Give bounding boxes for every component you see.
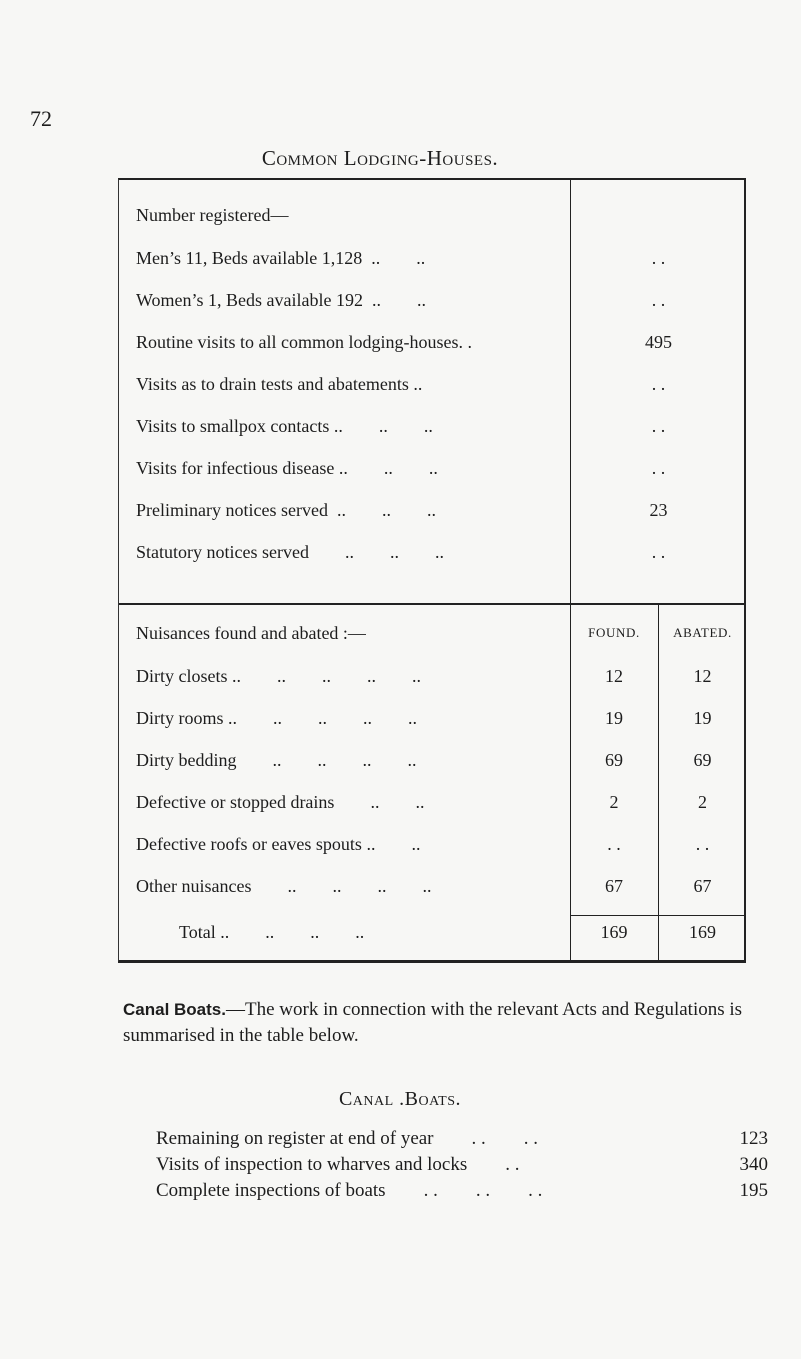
abated-value: . . — [695, 834, 710, 854]
found-value: 2 — [609, 792, 619, 812]
canal-row-value: 340 — [739, 1154, 768, 1175]
column-header-abated: ABATED. — [673, 625, 732, 640]
row-label: Women’s 1, Beds available 192 .. .. — [136, 290, 427, 310]
table-row — [119, 248, 744, 278]
section-divider — [119, 603, 744, 605]
list-item — [156, 1128, 768, 1152]
page-number: 72 — [30, 106, 52, 131]
found-value: 67 — [605, 876, 623, 896]
canal-boats-heading: Canal .Boats. — [338, 1088, 462, 1110]
found-value: 12 — [605, 666, 623, 686]
row-label: Statutory notices served .. .. .. — [136, 542, 444, 562]
table-row — [119, 290, 744, 320]
abated-value: 67 — [693, 876, 712, 896]
row-value: 495 — [645, 332, 672, 352]
found-value: . . — [607, 834, 621, 854]
table-row — [119, 834, 744, 864]
total-rule — [570, 915, 744, 916]
abated-value: 69 — [693, 750, 712, 770]
row-label: Visits as to drain tests and abatements .. — [136, 374, 423, 394]
canal-boats-text: —The work in connection with the relevant Acts and Regulations is summarised in the table below. — [123, 999, 743, 1046]
column-divider-abated — [658, 604, 659, 961]
page-title: Common Lodging-Houses. — [261, 146, 499, 170]
total-label: Total .. .. .. .. — [179, 922, 365, 942]
table-row — [119, 374, 744, 404]
table-row — [119, 416, 744, 446]
total-found-value: 169 — [600, 922, 628, 942]
canal-row-label: Visits of inspection to wharves and locks . . — [156, 1154, 520, 1175]
lodging-houses-table — [118, 178, 746, 963]
total-row — [119, 922, 744, 952]
table-row — [119, 750, 744, 780]
registered-heading-row — [119, 205, 744, 235]
row-value: . . — [651, 542, 666, 562]
row-label: Dirty rooms .. .. .. .. .. — [136, 708, 417, 728]
row-value: . . — [651, 248, 666, 268]
list-item — [156, 1180, 768, 1204]
row-value: 23 — [649, 500, 668, 520]
found-value: 69 — [605, 750, 623, 770]
table-row — [119, 542, 744, 572]
canal-boats-lead: Canal Boats. — [123, 1000, 226, 1019]
canal-row-value: 123 — [739, 1128, 768, 1149]
column-divider-found — [570, 604, 571, 961]
abated-value: 12 — [693, 666, 712, 686]
row-value: . . — [651, 290, 666, 310]
nuisances-heading: Nuisances found and abated :— — [136, 623, 366, 643]
column-header-found: FOUND. — [588, 625, 640, 640]
registered-heading: Number registered— — [136, 205, 289, 225]
row-label: Dirty closets .. .. .. .. .. — [136, 666, 421, 686]
found-value: 19 — [605, 708, 623, 728]
table-row — [119, 458, 744, 488]
row-label: Defective roofs or eaves spouts .. .. — [136, 834, 421, 854]
table-row — [119, 876, 744, 906]
list-item — [156, 1154, 768, 1178]
row-label: Dirty bedding .. .. .. .. — [136, 750, 417, 770]
row-label: Men’s 11, Beds available 1,128 .. .. — [136, 248, 426, 268]
row-label: Visits for infectious disease .. .. .. — [136, 458, 438, 478]
row-label: Other nuisances .. .. .. .. — [136, 876, 432, 896]
abated-value: 2 — [698, 792, 707, 812]
row-value: . . — [651, 374, 666, 394]
abated-value: 19 — [693, 708, 712, 728]
row-label: Defective or stopped drains .. .. — [136, 792, 425, 812]
table-row — [119, 708, 744, 738]
row-label: Routine visits to all common lodging-houses. . — [136, 332, 472, 352]
canal-row-label: Remaining on register at end of year . . . . — [156, 1128, 539, 1149]
row-value: . . — [651, 416, 666, 436]
total-abated-value: 169 — [689, 922, 716, 942]
table-row — [119, 500, 744, 530]
canal-boats-paragraph — [123, 997, 763, 1049]
row-value: . . — [651, 458, 666, 478]
row-label: Preliminary notices served .. .. .. — [136, 500, 436, 520]
table-row — [119, 792, 744, 822]
row-label: Visits to smallpox contacts .. .. .. — [136, 416, 433, 436]
table-row — [119, 332, 744, 362]
canal-row-value: 195 — [739, 1180, 768, 1201]
canal-row-label: Complete inspections of boats . . . . . . — [156, 1180, 543, 1201]
table-row — [119, 666, 744, 696]
